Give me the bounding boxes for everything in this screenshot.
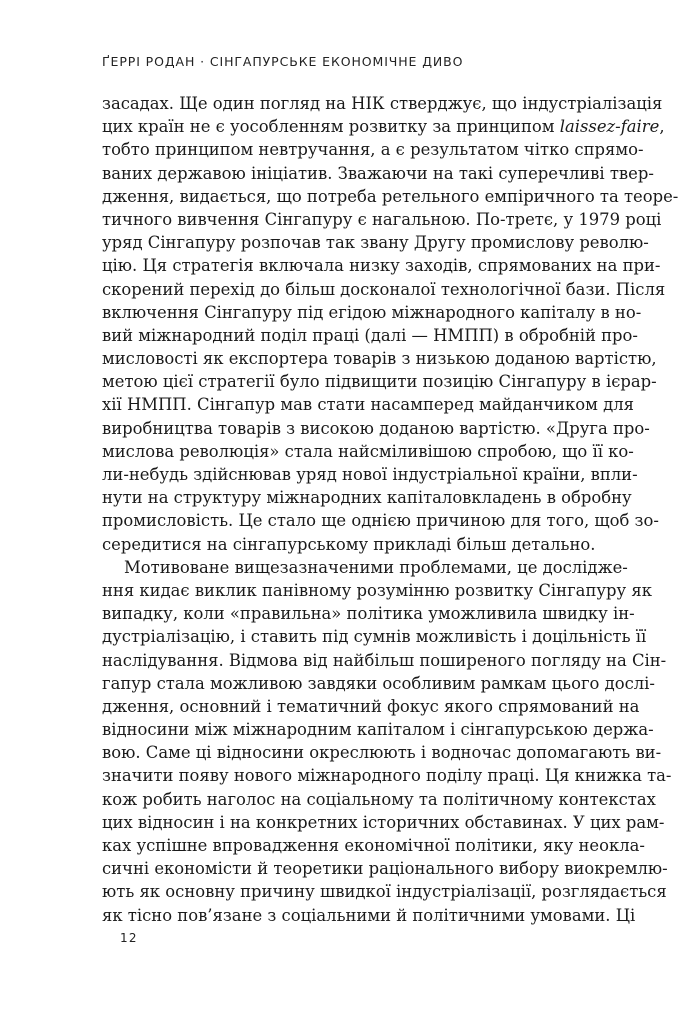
text-line xyxy=(102,649,667,672)
text-segment: цію. Ця стратегія включала низку заходів, спрямованих на при- xyxy=(102,256,661,276)
text-segment: дустріалізацію, і ставить під сумнів можливість і доцільність її xyxy=(102,627,647,647)
text-segment: метою цієї стратегії було підвищити позицію Сінгапуру в ієрар- xyxy=(102,372,657,392)
text-line xyxy=(102,138,644,161)
text-segment: ваних державою ініціатив. Зважаючи на такі суперечливі твер- xyxy=(102,163,654,183)
text-segment: уряд Сінгапуру розпочав так звану Другу промислову револю- xyxy=(102,233,649,253)
text-segment: вою. Саме ці відносини окреслюють і водночас допомагають ви- xyxy=(102,743,662,763)
text-line xyxy=(102,718,654,741)
text-line xyxy=(102,764,672,787)
text-segment: середитися на сінгапурському прикладі більш детально. xyxy=(102,534,596,554)
text-line xyxy=(102,741,662,764)
text-segment: ках успішне впровадження економічної політики, яку неокла- xyxy=(102,836,645,855)
text-line xyxy=(102,440,634,463)
text-segment: засадах. Ще один погляд на НІК стверджує, що індустріалізація xyxy=(102,94,663,113)
text-line xyxy=(102,347,657,370)
text-line xyxy=(102,278,666,301)
text-segment: вий міжнародний поділ праці (далі — НМПП) в обробній про- xyxy=(102,325,638,345)
text-line xyxy=(102,463,638,486)
paragraph xyxy=(102,92,679,556)
text-segment: включення Сінгапуру під егідою міжнародного капіталу в но- xyxy=(102,302,642,322)
text-line xyxy=(102,834,645,857)
text-line xyxy=(102,533,611,556)
text-line xyxy=(102,486,632,509)
text-line xyxy=(102,92,663,115)
text-segment: хії НМПП. Сінгапур мав стати насамперед майданчиком для xyxy=(102,395,634,415)
text-segment: гапур стала можливою завдяки особливим рамкам цього дослі- xyxy=(102,673,655,693)
text-segment: дження, основний і тематичний фокус якого спрямований на xyxy=(102,696,640,716)
text-segment: тичного вивчення Сінгапуру є нагальною. По-третє, у 1979 році xyxy=(102,209,662,229)
text-line xyxy=(102,695,640,718)
text-segment: , xyxy=(659,117,665,137)
text-segment: ють як основну причину швидкої індустріалізації, розглядається xyxy=(102,882,667,902)
paragraph xyxy=(102,556,672,927)
text-segment: сичні економісти й теоретики раціонального вибору виокремлю- xyxy=(102,859,668,879)
text-segment: цих країн не є уособленням розвитку за принципом xyxy=(102,117,560,137)
text-line xyxy=(102,115,665,138)
text-segment: ли-небудь здійснював уряд нової індустріальної країни, впли- xyxy=(102,465,638,484)
text-segment: тобто принципом невтручання, а є результатом чітко спрямо- xyxy=(102,140,644,160)
text-segment: кож робить наголос на соціальному та політичному контекстах xyxy=(102,789,656,809)
text-line xyxy=(102,301,642,324)
text-line xyxy=(102,625,647,648)
text-segment: ння кидає виклик панівному розумінню розвитку Сінгапуру як xyxy=(102,580,652,600)
text-segment: відносини між міжнародним капіталом і сінгапурською держа- xyxy=(102,720,654,740)
text-line xyxy=(102,185,679,208)
text-line xyxy=(102,672,655,695)
text-line xyxy=(102,579,652,602)
text-segment: мислова революція» стала найсміливішою спробою, що її ко- xyxy=(102,441,634,461)
text-line xyxy=(102,509,659,532)
text-line xyxy=(102,857,668,880)
text-line xyxy=(102,324,638,347)
text-line xyxy=(102,231,649,254)
text-line xyxy=(102,254,661,277)
text-segment: випадку, коли «правильна» політика уможливила швидку ін- xyxy=(102,604,635,624)
text-line xyxy=(102,904,636,927)
text-line xyxy=(102,880,667,903)
text-segment: Мотивоване вищезазначеними проблемами, це дослідже- xyxy=(124,557,628,577)
text-line xyxy=(102,602,635,625)
text-line xyxy=(102,162,654,185)
text-line xyxy=(102,811,665,834)
text-segment: скорений перехід до більш досконалої технологічної бази. Після xyxy=(102,279,666,299)
text-segment: нути на структуру міжнародних капіталовкладень в обробну xyxy=(102,488,632,508)
text-segment: дження, видається, що потреба ретельного емпіричного та теоре- xyxy=(102,186,679,206)
text-line xyxy=(102,556,628,579)
text-line xyxy=(102,417,650,440)
text-line xyxy=(102,208,662,231)
text-segment: виробництва товарів з високою доданою вартістю. «Друга про- xyxy=(102,418,650,438)
text-line xyxy=(102,788,656,811)
text-line xyxy=(102,393,634,416)
text-segment: наслідування. Відмова від найбільш поширеного погляду на Сін- xyxy=(102,650,667,670)
text-body xyxy=(102,92,679,927)
text-segment: цих відносин і на конкретних історичних обставинах. У цих рам- xyxy=(102,812,665,832)
italic-term: laissez-faire xyxy=(559,117,660,137)
text-segment: мисловості як експортера товарів з низькою доданою вартістю, xyxy=(102,349,657,369)
text-line xyxy=(102,370,657,393)
text-segment: як тісно пов’язане з соціальними й політичними умовами. Ці xyxy=(102,905,636,925)
running-header: ҐЕРРІ РОДАН · СІНГАПУРСЬКЕ ЕКОНОМІЧНЕ ДИВО xyxy=(102,54,464,69)
text-segment: значити появу нового міжнародного поділу праці. Ця книжка та- xyxy=(102,766,672,786)
page-number: 12 xyxy=(120,931,138,945)
text-segment: промисловість. Це стало ще однією причиною для того, щоб зо- xyxy=(102,511,659,531)
